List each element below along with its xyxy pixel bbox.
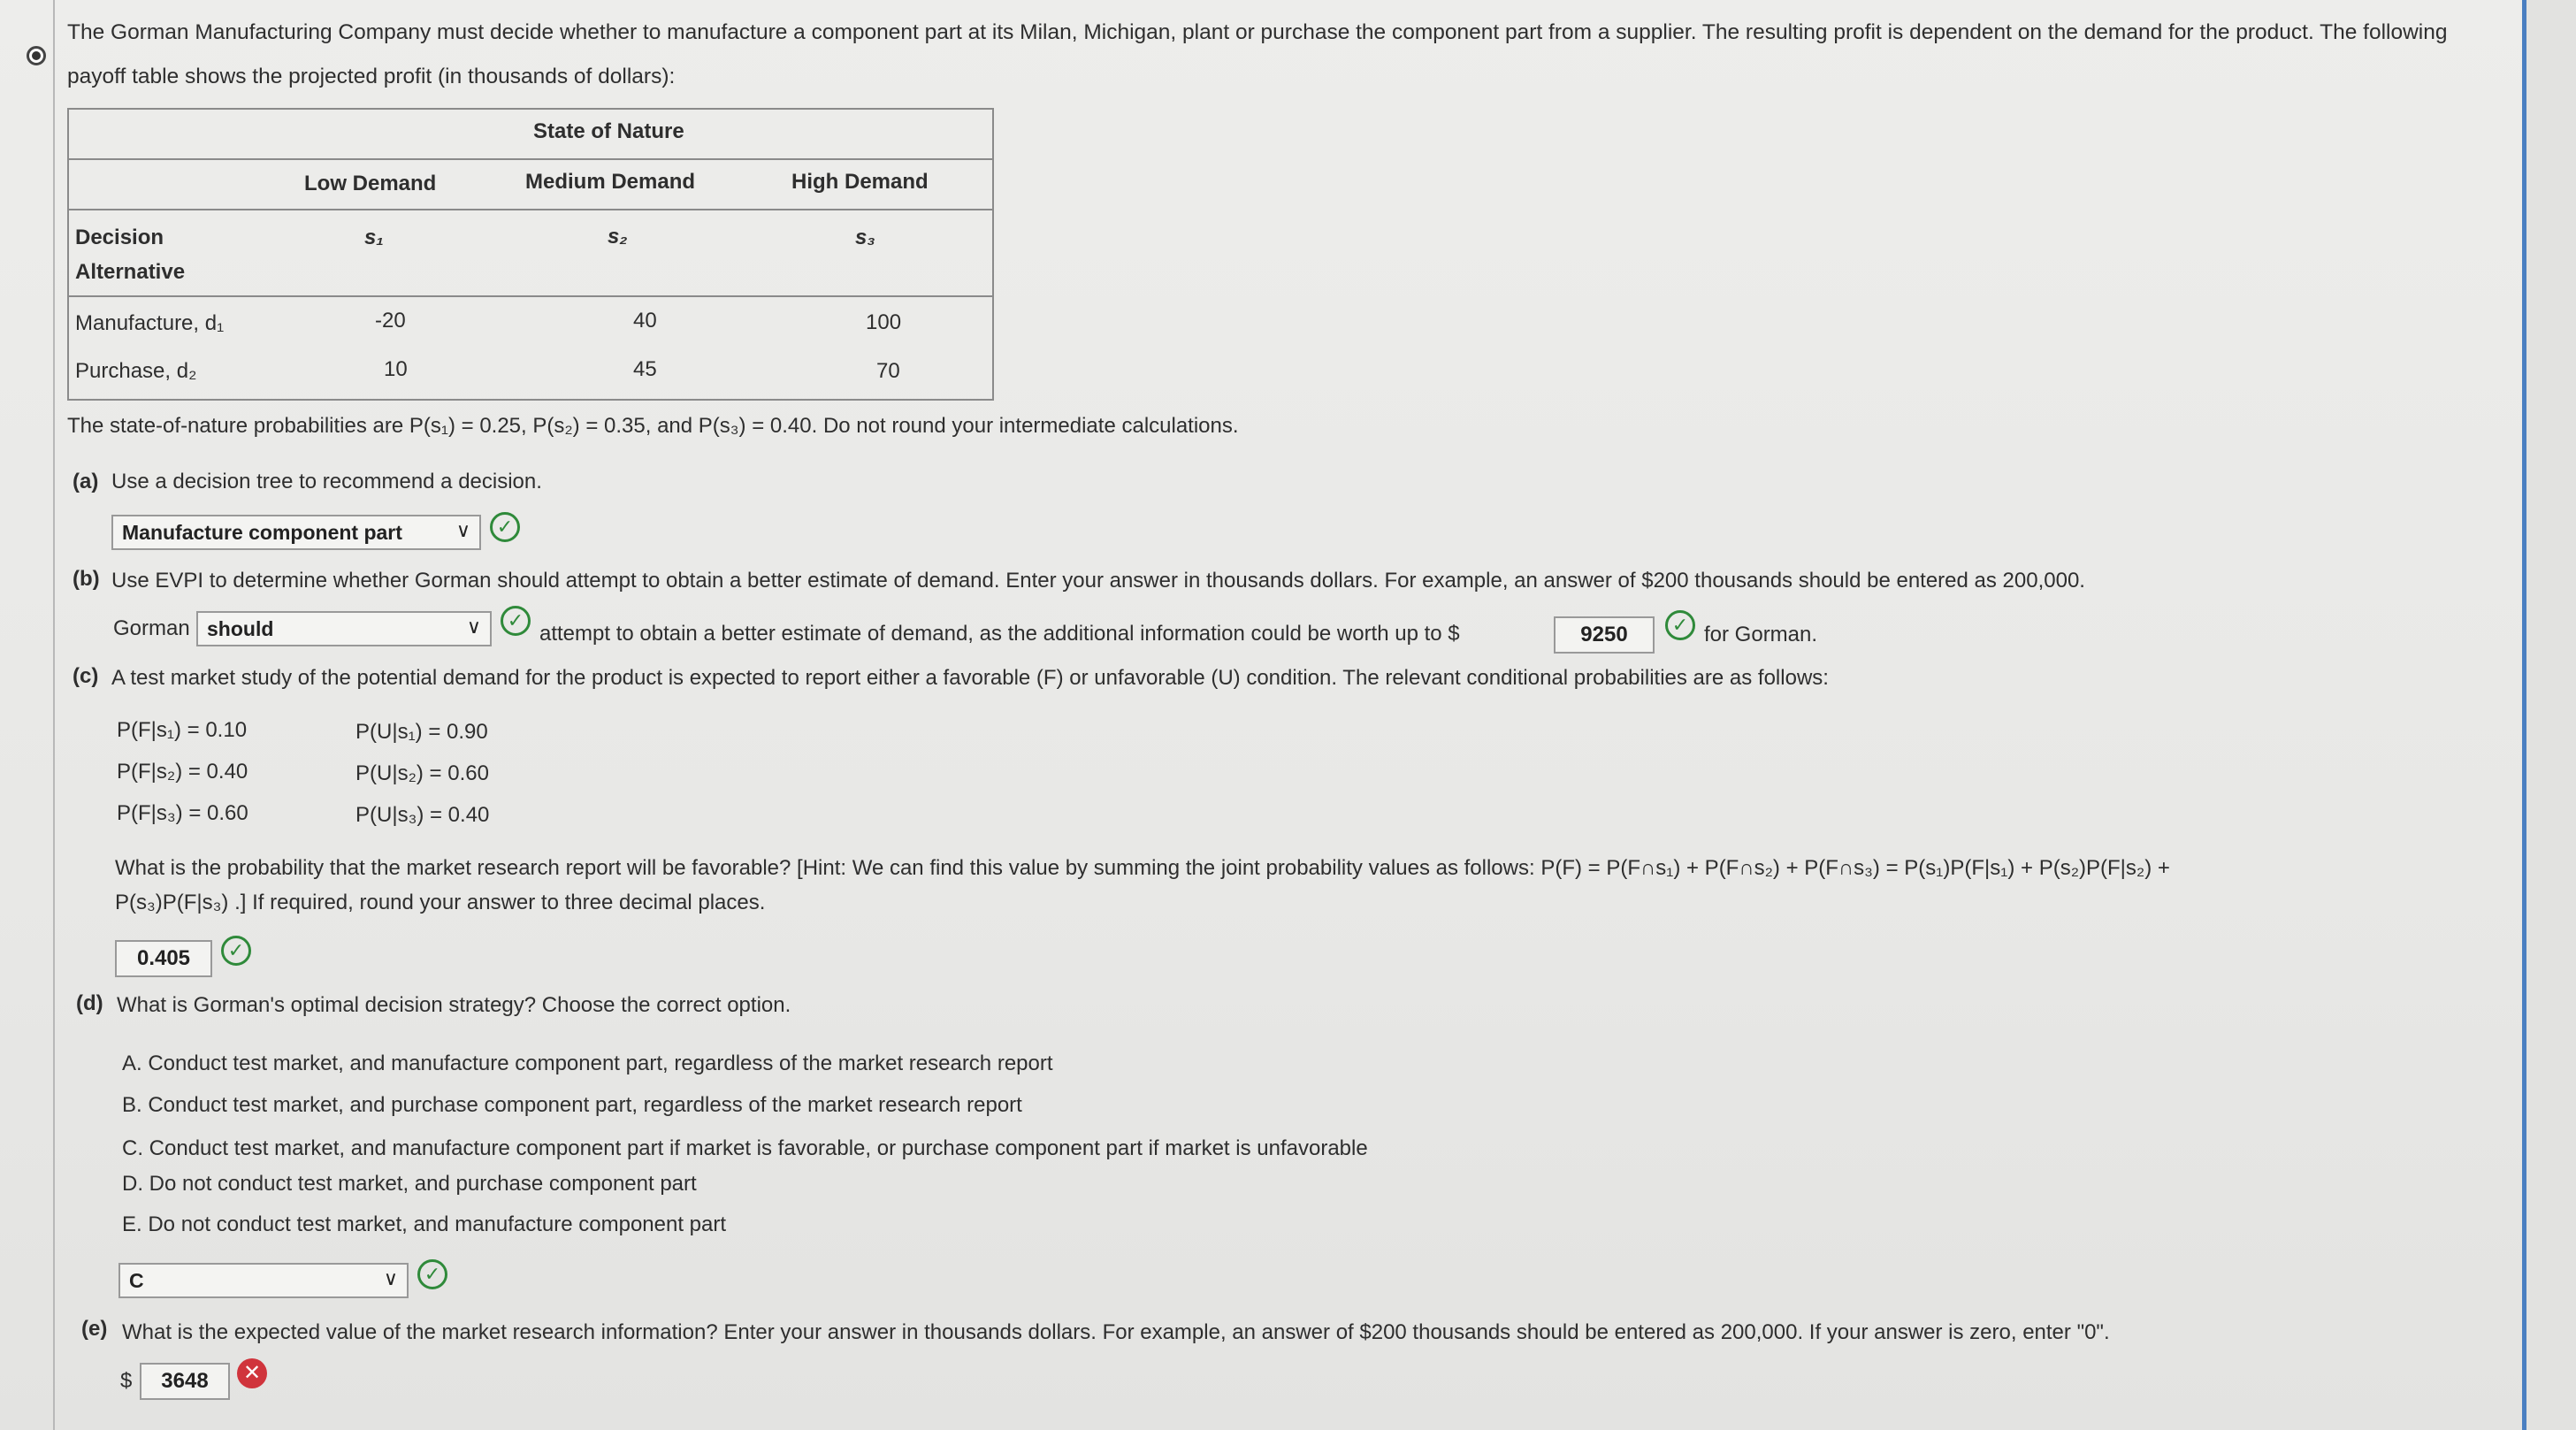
table-divider	[67, 209, 992, 210]
prob-f-s3: P(F|s₃) = 0.60	[117, 801, 248, 825]
symbol-s3: s₃	[855, 226, 875, 249]
part-c-question: A test market study of the potential demand for the product is expected to report either a favorable (F) or unfavorable (U) condition. The relevant conditional probabilities are as follows:	[111, 666, 1829, 690]
part-e-question: What is the expected value of the market research information? Enter your answer in thousands dollars. For example, an answer of $200 thousands should be entered as 200,000. If your answer is zero, enter "0".	[122, 1320, 2110, 1344]
column-low-demand: Low Demand	[304, 172, 437, 195]
right-divider	[2522, 0, 2526, 1430]
part-e-currency: $	[120, 1369, 133, 1393]
chevron-down-icon: ∨	[455, 519, 470, 541]
part-d-answer-select[interactable]	[118, 1263, 409, 1298]
row-label-purchase: Purchase, d₂	[75, 359, 197, 383]
part-b-middle-text: attempt to obtain a better estimate of demand, as the additional information could be worth up to $	[539, 622, 1460, 646]
part-d-question: What is Gorman's optimal decision strategy? Choose the correct option.	[117, 993, 791, 1017]
table-divider	[67, 158, 992, 160]
right-margin	[2526, 0, 2576, 1430]
correct-check-icon: ✓	[1665, 610, 1695, 640]
part-b-select-value: should	[207, 617, 274, 640]
part-b-should-select[interactable]	[196, 611, 492, 646]
cell-purchase-medium: 45	[633, 357, 657, 381]
symbol-s1: s₁	[364, 226, 384, 249]
chevron-down-icon: ∨	[383, 1267, 398, 1289]
part-d-answer-value: C	[129, 1269, 144, 1292]
probabilities-text: The state-of-nature probabilities are P(s₁) = 0.25, P(s₂) = 0.35, and P(s₃) = 0.40. Do not round your intermediate calculations.	[67, 414, 1239, 438]
prob-u-s1: P(U|s₁) = 0.90	[355, 720, 488, 744]
part-c-hint-line1: What is the probability that the market research report will be favorable? [Hint: We can find this value by summing the joint probability values as follows: P(F) = P(F∩s₁) + P(F∩s₂) + P(F∩s₃) = P(s₁)P(F|s₁) + P(s₂)P(F|s₂) +	[115, 856, 2170, 880]
cell-purchase-high: 70	[876, 359, 900, 383]
state-of-nature-header: State of Nature	[533, 119, 684, 143]
part-e-label: (e)	[81, 1317, 108, 1341]
incorrect-x-icon: ✕	[237, 1358, 267, 1388]
part-a-question: Use a decision tree to recommend a decision.	[111, 470, 542, 493]
part-c-probability-input[interactable]: 0.405	[115, 940, 212, 977]
chevron-down-icon: ∨	[466, 616, 481, 638]
left-divider	[53, 0, 55, 1430]
cell-manufacture-medium: 40	[633, 309, 657, 333]
option-d: D. Do not conduct test market, and purchase component part	[122, 1172, 697, 1196]
part-b-suffix: for Gorman.	[1704, 623, 1818, 646]
question-marker-icon	[27, 46, 46, 65]
cell-manufacture-low: -20	[375, 309, 406, 333]
option-c: C. Conduct test market, and manufacture component part if market is favorable, or purchase component part if market is unfavorable	[122, 1136, 1368, 1160]
part-a-answer-select[interactable]	[111, 515, 481, 550]
prob-f-s1: P(F|s₁) = 0.10	[117, 718, 248, 742]
cell-manufacture-high: 100	[866, 310, 902, 334]
prob-u-s3: P(U|s₃) = 0.40	[355, 803, 490, 827]
option-b: B. Conduct test market, and purchase component part, regardless of the market research report	[122, 1093, 1022, 1117]
prob-u-s2: P(U|s₂) = 0.60	[355, 761, 489, 785]
part-b-label: (b)	[73, 567, 100, 591]
row-label-manufacture: Manufacture, d₁	[75, 311, 225, 335]
column-high-demand: High Demand	[791, 170, 929, 194]
decision-label: Decision	[75, 226, 164, 249]
symbol-s2: s₂	[608, 225, 628, 249]
correct-check-icon: ✓	[490, 512, 520, 542]
part-a-answer-value: Manufacture component part	[122, 521, 402, 544]
table-divider	[67, 295, 992, 297]
correct-check-icon: ✓	[501, 606, 531, 636]
part-c-hint-line2: P(s₃)P(F|s₃) .] If required, round your answer to three decimal places.	[115, 891, 766, 914]
part-e-value-input[interactable]: 3648	[140, 1363, 230, 1400]
part-b-evpi-input[interactable]: 9250	[1554, 616, 1655, 654]
problem-intro: The Gorman Manufacturing Company must decide whether to manufacture a component part at its Milan, Michigan, plant or purchase the component part from a supplier. The resulting profit is dependent on the demand for the product. The following payoff table shows the projected profit (in thousands of dollars):	[67, 20, 2448, 88]
cell-purchase-low: 10	[384, 357, 408, 381]
option-a: A. Conduct test market, and manufacture component part, regardless of the market research report	[122, 1051, 1053, 1075]
part-a-label: (a)	[73, 470, 99, 493]
prob-f-s2: P(F|s₂) = 0.40	[117, 760, 248, 784]
part-c-label: (c)	[73, 664, 99, 688]
part-b-prefix: Gorman	[113, 616, 190, 640]
alternative-label: Alternative	[75, 260, 186, 284]
column-medium-demand: Medium Demand	[525, 170, 696, 194]
correct-check-icon: ✓	[417, 1259, 447, 1289]
part-d-label: (d)	[76, 991, 103, 1015]
correct-check-icon: ✓	[221, 936, 251, 966]
option-e: E. Do not conduct test market, and manufacture component part	[122, 1212, 727, 1236]
part-b-question: Use EVPI to determine whether Gorman should attempt to obtain a better estimate of demand. Enter your answer in thousands dollars. For example, an answer of $200 thousands should be entered as 200,000.	[111, 569, 2085, 593]
